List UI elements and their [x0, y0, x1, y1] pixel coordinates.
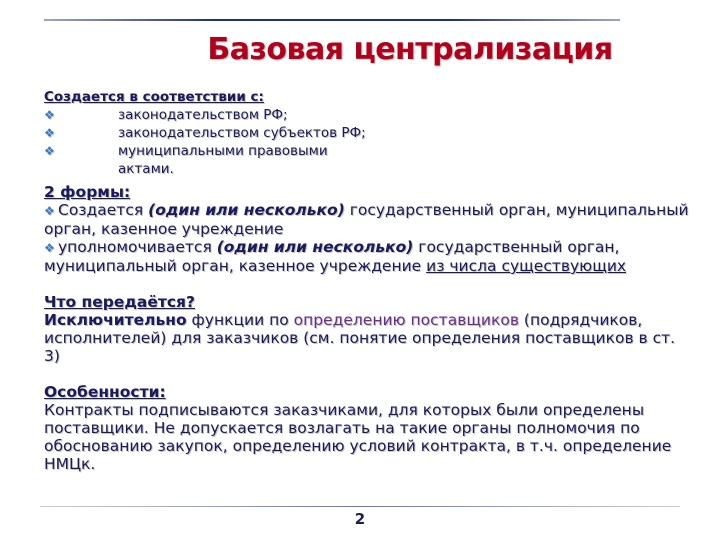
legal-basis-heading: Создается в соответствии с:	[44, 89, 264, 105]
slide-content	[44, 88, 694, 473]
list-item-text: актами.	[118, 161, 174, 177]
list-item-text: муниципальными правовыми	[118, 143, 328, 159]
diamond-bullet-icon: ❖	[44, 126, 55, 140]
section-features	[44, 383, 694, 473]
list-item	[44, 142, 694, 160]
list-item-continuation	[44, 160, 694, 178]
list-item-text: законодательством РФ;	[118, 107, 288, 123]
diamond-bullet-icon: ❖	[44, 108, 55, 122]
section-legal-basis	[44, 88, 694, 178]
transferred-heading: Что передаётся?	[44, 293, 195, 311]
features-text: Контракты подписываются заказчиками, для которых были определены поставщики. Не допускается возлагать на такие органы полномочия по обоснованию закупок, определению условий контракта, в т.ч. определение НМЦк.	[44, 401, 672, 473]
forms-heading: 2 формы:	[44, 183, 131, 201]
list-item	[44, 124, 694, 142]
legal-basis-list	[44, 106, 694, 178]
bottom-rule	[40, 506, 680, 507]
forms-item-create: ❖ Создается (один или несколько) государственный орган, муниципальный орган, казенное учреждение	[44, 201, 689, 238]
page-number: 2	[354, 510, 366, 528]
forms-item-authorize: ❖ уполномочивается (один или несколько) государственный орган, муниципальный орган, казенное учреждение из числа существующих	[44, 238, 627, 275]
top-rule	[44, 19, 620, 21]
diamond-bullet-icon: ❖	[44, 144, 55, 158]
list-item-text: законодательством субъектов РФ;	[118, 125, 366, 141]
features-heading: Особенности:	[44, 383, 166, 401]
list-item	[44, 106, 694, 124]
transferred-text: Исключительно функции по определению поставщиков (подрядчиков, исполнителей) для заказчиков (см. понятие определения поставщиков в ст. 3)	[44, 311, 676, 365]
slide-title: Базовая централизация	[207, 32, 613, 67]
diamond-bullet-icon: ❖	[44, 204, 55, 218]
section-forms	[44, 183, 694, 275]
diamond-bullet-icon: ❖	[44, 241, 55, 255]
section-transferred	[44, 293, 694, 365]
